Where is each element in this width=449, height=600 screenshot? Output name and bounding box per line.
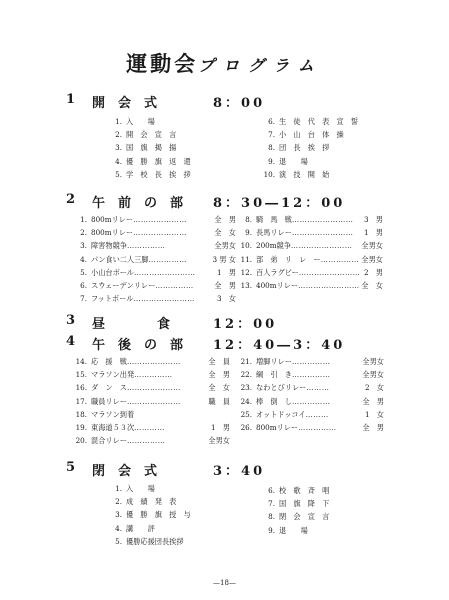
item-number: 7. bbox=[80, 294, 87, 304]
program-item bbox=[109, 128, 229, 141]
item-label: 棒 倒 し bbox=[256, 396, 292, 406]
leader-dots: …………… bbox=[291, 396, 331, 406]
item-participants: 職 員 bbox=[208, 396, 230, 406]
item-participants: 全男女 bbox=[214, 241, 236, 251]
section-4-left-list bbox=[74, 355, 230, 447]
program-item bbox=[239, 355, 384, 368]
item-label: 小 山 台 体 操 bbox=[279, 130, 344, 140]
leader-dots: ……… bbox=[306, 383, 330, 393]
item-participants: 3 男 bbox=[364, 215, 383, 224]
leader-dots: ………………… bbox=[126, 357, 181, 366]
item-number: 3. bbox=[115, 143, 122, 153]
item-label: オットドッコイ bbox=[256, 409, 306, 419]
item-label: 退 場 bbox=[279, 525, 308, 535]
item-label: 優勝応援団長挨拶 bbox=[126, 536, 184, 546]
section-3-heading bbox=[0, 313, 449, 331]
item-number: 9. bbox=[268, 525, 275, 535]
item-number: 4. bbox=[80, 254, 87, 264]
item-number: 24. bbox=[240, 396, 252, 406]
page-number: —18— bbox=[213, 579, 236, 587]
leader-dots: ………… bbox=[134, 422, 165, 432]
program-item bbox=[239, 421, 384, 434]
program-item bbox=[74, 395, 230, 408]
leader-dots: …………………… bbox=[133, 294, 195, 304]
program-item bbox=[109, 168, 229, 181]
program-item bbox=[74, 368, 230, 381]
item-number: 10. bbox=[263, 169, 275, 179]
item-number: 12. bbox=[240, 267, 252, 277]
item-participants: 全 員 bbox=[208, 357, 230, 366]
item-label: フットボール bbox=[91, 294, 134, 304]
item-label: 国 旗 降 下 bbox=[279, 499, 330, 509]
leader-dots: …………… bbox=[298, 422, 337, 432]
item-number: 6. bbox=[80, 280, 87, 290]
leader-dots: …………… bbox=[291, 370, 331, 380]
item-number: 4. bbox=[115, 523, 122, 533]
item-participants: 全 男 bbox=[362, 422, 384, 432]
item-number: 1. bbox=[80, 215, 87, 224]
item-label: ダ ン ス bbox=[91, 383, 127, 393]
item-participants: 全 男 bbox=[208, 370, 230, 380]
section-name: 開 会 式 bbox=[92, 96, 158, 111]
program-item bbox=[262, 115, 392, 128]
item-number: 19. bbox=[75, 422, 87, 432]
program-item bbox=[239, 213, 383, 226]
item-label: 400mリレー bbox=[256, 280, 299, 290]
item-participants: 1 男 bbox=[364, 228, 383, 238]
item-participants: 1 女 bbox=[365, 409, 384, 419]
item-label: 800mリレー bbox=[256, 422, 299, 432]
leader-dots: …………… bbox=[134, 370, 173, 380]
title-main: 運動会 bbox=[126, 51, 199, 76]
program-item bbox=[262, 524, 392, 537]
item-label: スウェーデンリレー bbox=[91, 280, 156, 290]
item-number: 3. bbox=[80, 241, 87, 251]
item-number: 16. bbox=[75, 383, 87, 393]
page-title bbox=[0, 48, 449, 78]
section-time: 12：40―3：40 bbox=[213, 338, 346, 353]
item-label: 障害物競争 bbox=[91, 241, 127, 251]
program-item bbox=[74, 292, 236, 305]
item-number: 8. bbox=[245, 215, 252, 224]
item-number: 5. bbox=[80, 267, 87, 277]
item-participants: 全男女 bbox=[208, 436, 230, 446]
item-number: 25. bbox=[240, 409, 252, 419]
item-participants: 2 女 bbox=[365, 383, 384, 393]
program-item bbox=[239, 408, 384, 421]
item-label: 綱 引 き bbox=[256, 370, 292, 380]
item-label: 学 校 長 挨 拶 bbox=[126, 169, 191, 179]
item-number: 3. bbox=[115, 510, 122, 520]
program-item bbox=[239, 381, 384, 394]
item-participants: 全 女 bbox=[208, 383, 230, 393]
item-participants: 全 男 bbox=[214, 215, 236, 224]
section-1-right-list bbox=[262, 115, 392, 181]
program-item bbox=[109, 141, 229, 154]
item-number: 21. bbox=[240, 357, 252, 366]
section-time: 12：00 bbox=[213, 317, 278, 332]
item-number: 7. bbox=[268, 499, 275, 509]
item-label: 入 場 bbox=[126, 117, 155, 126]
item-label: 演 技 開 始 bbox=[279, 169, 330, 179]
item-participants: 3 女 bbox=[217, 294, 236, 304]
item-label: 優 勝 旗 返 還 bbox=[126, 156, 191, 166]
program-item bbox=[74, 434, 230, 447]
item-label: 成 績 発 表 bbox=[126, 497, 177, 507]
item-number: 17. bbox=[75, 396, 87, 406]
item-label: 優 勝 旗 授 与 bbox=[126, 510, 191, 520]
item-label: マラソン到着 bbox=[91, 409, 135, 419]
program-item bbox=[239, 253, 383, 266]
item-number: 23. bbox=[240, 383, 252, 393]
program-item bbox=[262, 141, 392, 154]
program-item bbox=[74, 408, 230, 421]
item-participants: 全男女 bbox=[361, 254, 383, 264]
item-participants: 3 男 女 bbox=[212, 254, 236, 264]
item-participants: 2 男 bbox=[364, 267, 383, 277]
section-number: 4 bbox=[66, 334, 76, 349]
leader-dots: …………………… bbox=[291, 215, 354, 224]
program-item bbox=[262, 168, 392, 181]
program-item bbox=[74, 213, 236, 226]
section-2-left-list bbox=[74, 213, 236, 305]
leader-dots: …………… bbox=[291, 357, 331, 366]
item-label: マラソン出発 bbox=[91, 370, 135, 380]
item-number: 4. bbox=[115, 156, 122, 166]
leader-dots: …………………… bbox=[298, 267, 361, 277]
program-item bbox=[74, 266, 236, 279]
item-number: 6. bbox=[268, 486, 275, 495]
program-item bbox=[109, 115, 229, 128]
program-item bbox=[109, 522, 239, 535]
program-item bbox=[74, 226, 236, 239]
section-number: 2 bbox=[66, 192, 76, 207]
item-number: 5. bbox=[115, 169, 122, 179]
leader-dots: ………………… bbox=[133, 215, 187, 224]
leader-dots: ………………… bbox=[126, 396, 181, 406]
section-name: 午 後 の 部 bbox=[92, 338, 184, 353]
item-label: 騎 馬 戦 bbox=[256, 215, 292, 224]
program-item bbox=[109, 482, 239, 495]
item-participants: 1 男 bbox=[217, 267, 236, 277]
program-item bbox=[239, 368, 384, 381]
item-number: 20. bbox=[75, 436, 87, 446]
item-label: 団 長 挨 拶 bbox=[279, 143, 330, 153]
item-label: 閉 会 宣 言 bbox=[279, 512, 330, 522]
leader-dots: …………… bbox=[148, 254, 187, 264]
item-number: 18. bbox=[75, 409, 87, 419]
section-time: 8：00 bbox=[213, 96, 266, 111]
item-label: 増脚リレー bbox=[256, 357, 292, 366]
item-number: 11. bbox=[240, 254, 252, 264]
item-label: 部 弟 リ レ ー bbox=[256, 254, 321, 264]
item-number: 1. bbox=[115, 484, 122, 493]
section-4-heading bbox=[0, 334, 449, 352]
item-label: 混合リレー bbox=[91, 436, 127, 446]
item-label: 生 徒 代 表 宣 誓 bbox=[279, 117, 359, 126]
item-label: 入 場 bbox=[126, 484, 155, 493]
section-number: 1 bbox=[66, 92, 76, 107]
program-item bbox=[239, 395, 384, 408]
item-label: 800mリレー bbox=[91, 228, 134, 238]
program-item bbox=[262, 128, 392, 141]
item-participants: 全 女 bbox=[361, 280, 383, 290]
section-1-heading bbox=[0, 92, 449, 110]
section-number: 3 bbox=[66, 313, 76, 328]
item-number: 5. bbox=[115, 536, 122, 546]
program-item bbox=[74, 355, 230, 368]
leader-dots: …………………… bbox=[291, 228, 354, 238]
section-5-left-list bbox=[109, 482, 239, 548]
program-item bbox=[74, 253, 236, 266]
item-number: 13. bbox=[240, 280, 252, 290]
item-number: 8. bbox=[268, 143, 275, 153]
item-participants: 1 男 bbox=[211, 422, 230, 432]
leader-dots: …………… bbox=[320, 254, 360, 264]
leader-dots: …………… bbox=[155, 280, 194, 290]
program-item bbox=[74, 239, 236, 252]
item-number: 6. bbox=[268, 117, 275, 126]
item-number: 8. bbox=[268, 512, 275, 522]
leader-dots: …………… bbox=[126, 241, 166, 251]
item-label: パン食い二人三脚 bbox=[91, 254, 149, 264]
item-number: 14. bbox=[75, 357, 87, 366]
program-item bbox=[262, 510, 392, 523]
item-participants: 全男女 bbox=[362, 357, 384, 366]
item-participants: 全 男 bbox=[362, 396, 384, 406]
program-item bbox=[262, 497, 392, 510]
leader-dots: …………………… bbox=[133, 267, 196, 277]
item-label: 国 旗 掲 揚 bbox=[126, 143, 177, 153]
program-item bbox=[239, 226, 383, 239]
item-label: 東海道５３次 bbox=[91, 422, 135, 432]
item-label: 校 歌 斉 唱 bbox=[279, 486, 330, 495]
leader-dots: …………………… bbox=[298, 280, 360, 290]
program-item bbox=[74, 381, 230, 394]
program-item bbox=[262, 155, 392, 168]
leader-dots: …………… bbox=[126, 436, 166, 446]
leader-dots: ……… bbox=[305, 409, 329, 419]
item-number: 15. bbox=[75, 370, 87, 380]
item-number: 10. bbox=[240, 241, 252, 251]
program-item bbox=[74, 421, 230, 434]
item-number: 22. bbox=[240, 370, 252, 380]
item-label: 講 評 bbox=[126, 523, 155, 533]
item-participants: 全男女 bbox=[362, 370, 384, 380]
section-name: 閉 会 式 bbox=[92, 464, 158, 479]
item-number: 26. bbox=[240, 422, 252, 432]
item-label: 退 場 bbox=[279, 156, 308, 166]
section-4-right-list bbox=[239, 355, 384, 434]
leader-dots: ………………… bbox=[126, 383, 181, 393]
item-label: 小山台ボール bbox=[91, 267, 134, 277]
program-item bbox=[109, 508, 239, 521]
section-time: 8：30―12：00 bbox=[213, 196, 346, 211]
item-number: 2. bbox=[115, 130, 122, 140]
leader-dots: ………………… bbox=[133, 228, 187, 238]
item-participants: 全男女 bbox=[361, 241, 383, 251]
program-item bbox=[109, 155, 229, 168]
item-participants: 全 男 bbox=[214, 280, 236, 290]
item-participants: 全 女 bbox=[214, 228, 236, 238]
title-kana: プログラム bbox=[198, 56, 323, 75]
section-time: 3：40 bbox=[213, 464, 266, 479]
section-number: 5 bbox=[66, 460, 76, 475]
item-label: 長馬リレー bbox=[256, 228, 292, 238]
section-name: 午 前 の 部 bbox=[92, 196, 184, 211]
item-number: 9. bbox=[245, 228, 252, 238]
item-label: 開 会 宣 言 bbox=[126, 130, 177, 140]
item-number: 7. bbox=[268, 130, 275, 140]
program-item bbox=[239, 266, 383, 279]
section-2-heading bbox=[0, 192, 449, 210]
section-1-left-list bbox=[109, 115, 229, 181]
program-item bbox=[262, 484, 392, 497]
program-item bbox=[109, 495, 239, 508]
item-label: 800mリレー bbox=[91, 215, 134, 224]
section-name: 昼 食 bbox=[92, 317, 171, 332]
item-label: 職員リレー bbox=[91, 396, 127, 406]
item-label: 百人ラグビー bbox=[256, 267, 299, 277]
leader-dots: …………………… bbox=[290, 241, 353, 251]
item-label: 200m競争 bbox=[256, 241, 291, 251]
program-item bbox=[239, 239, 383, 252]
program-item bbox=[109, 535, 239, 548]
item-number: 9. bbox=[268, 156, 275, 166]
item-number: 1. bbox=[115, 117, 122, 126]
section-2-right-list bbox=[239, 213, 383, 292]
section-5-heading bbox=[0, 460, 449, 478]
item-label: 応 援 戦 bbox=[91, 357, 127, 366]
item-number: 2. bbox=[115, 497, 122, 507]
program-item bbox=[74, 279, 236, 292]
item-number: 2. bbox=[80, 228, 87, 238]
item-label: なわとびリレー bbox=[256, 383, 307, 393]
section-5-right-list bbox=[262, 484, 392, 537]
program-item bbox=[239, 279, 383, 292]
